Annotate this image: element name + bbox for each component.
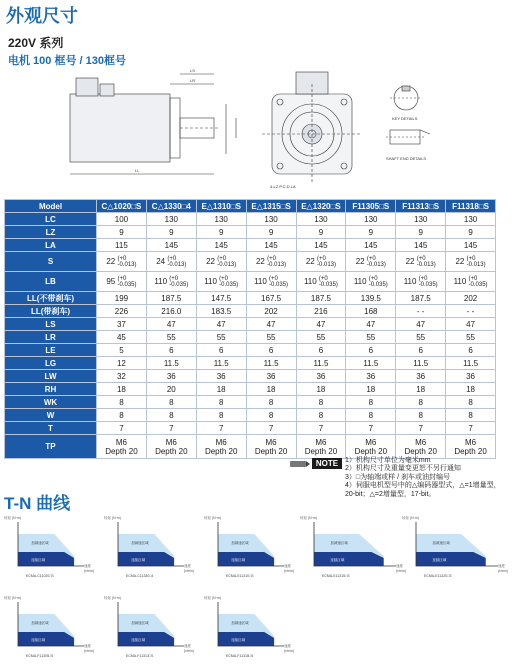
tolerance: (+0 -0.035): [468, 275, 488, 288]
table-cell: M6 Depth 20: [196, 435, 246, 459]
table-header-model: Model: [5, 200, 97, 213]
tolerance: (+0 -0.035): [318, 275, 338, 288]
table-cell: 22 (+0 -0.013): [296, 252, 346, 272]
table-cell: 8: [97, 409, 147, 422]
table-cell: 47: [246, 318, 296, 331]
tn-curve-chart: [104, 516, 200, 584]
tolerance: (+0 -0.013): [316, 255, 336, 268]
table-cell: 9: [346, 226, 396, 239]
pcd-label: 4-LZ P.C.D.LA: [270, 184, 296, 189]
table-cell: 18: [246, 383, 296, 396]
curve-model-label: ECMA-E11310□S: [226, 574, 254, 578]
table-cell: 8: [446, 409, 496, 422]
note-badge: NOTE: [312, 458, 342, 469]
table-cell: 6: [446, 344, 496, 357]
table-cell: 100: [97, 213, 147, 226]
svg-text:LS: LS: [190, 68, 195, 73]
curve-ylabel: 转矩 (N·m): [104, 516, 121, 520]
tolerance: (+0 -0.013): [466, 255, 486, 268]
row-label: LL(不带刹车): [5, 292, 97, 305]
curve-plot: [416, 522, 498, 566]
row-label: LR: [5, 331, 97, 344]
table-cell: 55: [446, 331, 496, 344]
curve-ylabel: 转矩 (N·m): [300, 516, 317, 520]
table-cell: 8: [396, 396, 446, 409]
table-row: [5, 422, 496, 435]
table-cell: M6 Depth 20: [346, 435, 396, 459]
table-cell: 55: [246, 331, 296, 344]
table-cell: M6 Depth 20: [97, 435, 147, 459]
curve-model-label: ECMA-E11320□S: [424, 574, 452, 578]
table-cell: 110 (+0 -0.035): [346, 272, 396, 292]
table-cell: M6 Depth 20: [446, 435, 496, 459]
row-label: LZ: [5, 226, 97, 239]
curve-model-label: ECMA-F11318□S: [226, 654, 254, 658]
row-label: TP: [5, 435, 97, 459]
tn-curve-chart: [300, 516, 412, 584]
peak-zone-label: 加减速区域: [31, 541, 49, 545]
table-cell: 145: [146, 239, 196, 252]
table-cell: 7: [196, 422, 246, 435]
row-label: LW: [5, 370, 97, 383]
table-cell: 6: [296, 344, 346, 357]
table-cell: 199: [97, 292, 147, 305]
table-cell: 12: [97, 357, 147, 370]
table-cell: 55: [346, 331, 396, 344]
curve-plot: [218, 522, 284, 566]
table-cell: 8: [146, 409, 196, 422]
table-cell: 130: [396, 213, 446, 226]
tolerance: (+0 -0.035): [269, 275, 289, 288]
table-cell: 110 (+0 -0.035): [246, 272, 296, 292]
table-cell: 9: [396, 226, 446, 239]
curve-ylabel: 转矩 (N·m): [4, 516, 21, 520]
table-row: [5, 331, 496, 344]
curve-ylabel: 转矩 (N·m): [204, 596, 221, 600]
table-row: [5, 344, 496, 357]
table-cell: 24 (+0 -0.013): [146, 252, 196, 272]
tolerance: (+0 -0.035): [169, 275, 189, 288]
table-cell: 7: [146, 422, 196, 435]
table-cell: 216.0: [146, 305, 196, 318]
table-header-cell: F11313□S: [396, 200, 446, 213]
table-row: [5, 272, 496, 292]
table-cell: 47: [396, 318, 446, 331]
table-cell: 8: [296, 396, 346, 409]
table-cell: 110 (+0 -0.035): [446, 272, 496, 292]
note-list: [345, 457, 501, 499]
table-cell: 47: [196, 318, 246, 331]
tn-curve-title: T-N 曲线: [4, 494, 71, 513]
table-cell: 6: [196, 344, 246, 357]
table-cell: 183.5: [196, 305, 246, 318]
table-cell: 145: [446, 239, 496, 252]
table-cell: 32: [97, 370, 147, 383]
row-label: LS: [5, 318, 97, 331]
curve-xlabel: 速度 (r/min): [184, 564, 195, 573]
row-label: WK: [5, 396, 97, 409]
table-header-cell: C△1330□4: [146, 200, 196, 213]
frame-title: 电机 100 框号 / 130框号: [8, 55, 126, 67]
svg-text:SHAFT END DETAILS: SHAFT END DETAILS: [386, 156, 427, 161]
table-cell: 9: [446, 226, 496, 239]
curve-model-label: ECMA-F11313□S: [126, 654, 154, 658]
note-section: [288, 455, 501, 505]
curve-model-label: ECMA-E11315□S: [322, 574, 350, 578]
table-cell: 18: [97, 383, 147, 396]
table-cell: 55: [196, 331, 246, 344]
table-cell: 11.5: [246, 357, 296, 370]
curve-xlabel: 速度 (r/min): [84, 564, 95, 573]
tn-curve-chart: [104, 596, 200, 664]
peak-zone-label: 加减速区域: [31, 621, 49, 625]
svg-text:KEY DETAILS: KEY DETAILS: [392, 116, 418, 121]
tn-curve-chart: [204, 516, 300, 584]
curve-plot: [118, 602, 184, 646]
table-cell: 47: [296, 318, 346, 331]
table-cell: 8: [446, 396, 496, 409]
tn-curve-chart: [4, 516, 100, 584]
table-cell: 145: [346, 239, 396, 252]
continuous-zone-label: 连续区域: [432, 558, 447, 562]
table-cell: 8: [196, 409, 246, 422]
curve-plot: [18, 602, 84, 646]
curve-xlabel: 速度 (r/min): [396, 564, 407, 573]
row-label: LA: [5, 239, 97, 252]
table-cell: 187.5: [296, 292, 346, 305]
table-cell: 145: [396, 239, 446, 252]
continuous-zone-label: 连续区域: [131, 638, 146, 642]
tn-curve-chart: [402, 516, 514, 584]
table-cell: 18: [296, 383, 346, 396]
table-cell: 11.5: [346, 357, 396, 370]
table-cell: 168: [346, 305, 396, 318]
table-cell: 11.5: [396, 357, 446, 370]
table-cell: 9: [296, 226, 346, 239]
table-row: [5, 292, 496, 305]
peak-zone-label: 加减速区域: [131, 621, 149, 625]
curve-ylabel: 转矩 (N·m): [4, 596, 21, 600]
table-cell: 202: [246, 305, 296, 318]
spec-table: [4, 199, 496, 459]
table-cell: 36: [446, 370, 496, 383]
table-cell: 9: [196, 226, 246, 239]
table-cell: 18: [196, 383, 246, 396]
svg-text:LL: LL: [135, 168, 140, 173]
continuous-zone: [118, 552, 174, 566]
table-cell: 9: [97, 226, 147, 239]
table-cell: 22 (+0 -0.013): [246, 252, 296, 272]
table-cell: 8: [196, 396, 246, 409]
row-label: W: [5, 409, 97, 422]
table-cell: 22 (+0 -0.013): [196, 252, 246, 272]
continuous-zone: [118, 632, 174, 646]
continuous-zone-label: 连续区域: [231, 638, 246, 642]
table-cell: - -: [446, 305, 496, 318]
table-cell: 20: [146, 383, 196, 396]
row-label: LC: [5, 213, 97, 226]
table-cell: 7: [346, 422, 396, 435]
peak-zone-label: 加减速区域: [131, 541, 149, 545]
continuous-zone: [218, 632, 274, 646]
table-cell: M6 Depth 20: [246, 435, 296, 459]
page-heading: 外观尺寸: [6, 6, 78, 26]
table-cell: 8: [296, 409, 346, 422]
continuous-zone-label: 连续区域: [131, 558, 146, 562]
table-cell: M6 Depth 20: [146, 435, 196, 459]
table-cell: 147.5: [196, 292, 246, 305]
tolerance: (+0 -0.013): [117, 255, 137, 268]
table-header-cell: F11318□S: [446, 200, 496, 213]
table-cell: 55: [146, 331, 196, 344]
table-cell: M6 Depth 20: [296, 435, 346, 459]
peak-zone-label: 加减速区域: [231, 541, 249, 545]
table-cell: 130: [446, 213, 496, 226]
svg-text:LR: LR: [190, 78, 196, 83]
table-cell: 187.5: [396, 292, 446, 305]
table-cell: 6: [246, 344, 296, 357]
table-cell: M6 Depth 20: [396, 435, 446, 459]
tn-curve-chart: [4, 596, 100, 664]
curve-xlabel: 速度 (r/min): [184, 644, 195, 653]
peak-zone-label: 加减速区域: [231, 621, 249, 625]
table-cell: 167.5: [246, 292, 296, 305]
note-line: 4）伺服电机型号中的△编码器型式，△=1增量型，: [345, 482, 501, 490]
table-cell: 6: [396, 344, 446, 357]
table-header-cell: E△1320□S: [296, 200, 346, 213]
table-cell: 8: [146, 396, 196, 409]
table-cell: 145: [196, 239, 246, 252]
table-cell: 47: [146, 318, 196, 331]
table-cell: 130: [246, 213, 296, 226]
curve-xlabel: 速度 (r/min): [284, 644, 295, 653]
dimension-drawings: [0, 64, 500, 194]
table-cell: 8: [346, 409, 396, 422]
curve-ylabel: 转矩 (N·m): [204, 516, 221, 520]
table-cell: 110 (+0 -0.035): [396, 272, 446, 292]
table-cell: 130: [346, 213, 396, 226]
table-cell: 8: [396, 409, 446, 422]
table-cell: 130: [146, 213, 196, 226]
table-cell: 5: [97, 344, 147, 357]
curve-ylabel: 转矩 (N·m): [104, 596, 121, 600]
note-line: 1）机构尺寸单位为毫米mm: [345, 457, 431, 464]
continuous-zone: [18, 632, 74, 646]
shaft-end-drawing: [386, 130, 430, 144]
continuous-zone-label: 连续区域: [330, 558, 345, 562]
table-cell: 110 (+0 -0.035): [146, 272, 196, 292]
table-cell: 36: [346, 370, 396, 383]
curve-xlabel: 速度 (r/min): [84, 644, 95, 653]
table-cell: 36: [196, 370, 246, 383]
table-cell: 139.5: [346, 292, 396, 305]
table-cell: 47: [446, 318, 496, 331]
continuous-zone: [314, 552, 384, 566]
table-cell: 7: [296, 422, 346, 435]
table-cell: 36: [296, 370, 346, 383]
table-cell: 8: [346, 396, 396, 409]
tolerance: (+0 -0.013): [416, 255, 436, 268]
table-cell: 130: [196, 213, 246, 226]
table-cell: 216: [296, 305, 346, 318]
curve-model-label: ECMA-C11020□S: [26, 574, 54, 578]
tolerance: (+0 -0.013): [167, 255, 187, 268]
table-cell: 145: [296, 239, 346, 252]
table-row: [5, 226, 496, 239]
table-header-cell: F11305□S: [346, 200, 396, 213]
curve-model-label: ECMA-F11305□S: [26, 654, 54, 658]
table-cell: 11.5: [446, 357, 496, 370]
table-cell: 8: [246, 409, 296, 422]
table-cell: 11.5: [196, 357, 246, 370]
row-label: T: [5, 422, 97, 435]
table-row: [5, 252, 496, 272]
curve-model-label: ECMA-C11330□4: [126, 574, 154, 578]
table-cell: 22 (+0 -0.013): [446, 252, 496, 272]
table-cell: 22 (+0 -0.013): [346, 252, 396, 272]
table-cell: 45: [97, 331, 147, 344]
table-cell: 7: [396, 422, 446, 435]
curve-ylabel: 转矩 (N·m): [402, 516, 419, 520]
table-cell: 8: [97, 396, 147, 409]
table-cell: 110 (+0 -0.035): [296, 272, 346, 292]
row-label: LE: [5, 344, 97, 357]
curve-plot: [18, 522, 84, 566]
motor-front-view: [262, 72, 362, 184]
table-cell: 226: [97, 305, 147, 318]
table-header-cell: E△1315□S: [246, 200, 296, 213]
peak-zone-label: 加减速区域: [330, 541, 348, 545]
table-row: [5, 396, 496, 409]
curve-plot: [218, 602, 284, 646]
curve-xlabel: 速度 (r/min): [284, 564, 295, 573]
continuous-zone-label: 连续区域: [231, 558, 246, 562]
table-cell: 11.5: [296, 357, 346, 370]
table-cell: 110 (+0 -0.035): [196, 272, 246, 292]
row-label: LL(带刹车): [5, 305, 97, 318]
table-cell: 130: [296, 213, 346, 226]
curve-plot: [118, 522, 184, 566]
table-cell: 9: [146, 226, 196, 239]
note-line: 2）机构尺寸及重量变更恕不另行通知: [345, 465, 461, 473]
table-cell: 202: [446, 292, 496, 305]
key-details-drawing: [390, 86, 422, 110]
continuous-zone-label: 连续区域: [31, 638, 46, 642]
table-cell: 9: [246, 226, 296, 239]
table-cell: 22 (+0 -0.013): [97, 252, 147, 272]
table-cell: 18: [396, 383, 446, 396]
table-header-cell: C△1020□S: [97, 200, 147, 213]
table-cell: 18: [346, 383, 396, 396]
tolerance: (+0 -0.035): [368, 275, 388, 288]
peak-zone-label: 加减速区域: [432, 541, 450, 545]
table-cell: 36: [246, 370, 296, 383]
table-cell: 6: [346, 344, 396, 357]
table-cell: 8: [246, 396, 296, 409]
table-cell: 55: [396, 331, 446, 344]
tolerance: (+0 -0.013): [267, 255, 287, 268]
table-cell: 36: [146, 370, 196, 383]
continuous-zone: [416, 552, 486, 566]
motor-side-view: [70, 74, 236, 174]
table-cell: 7: [246, 422, 296, 435]
curve-plot: [314, 522, 396, 566]
table-row: [5, 239, 496, 252]
table-row: [5, 213, 496, 226]
tolerance: (+0 -0.013): [366, 255, 386, 268]
table-cell: 187.5: [146, 292, 196, 305]
table-cell: 47: [346, 318, 396, 331]
table-cell: 7: [446, 422, 496, 435]
table-row: [5, 357, 496, 370]
tolerance: (+0 -0.013): [217, 255, 237, 268]
pen-icon: [288, 457, 310, 471]
table-cell: 7: [97, 422, 147, 435]
table-cell: 11.5: [146, 357, 196, 370]
table-row: [5, 383, 496, 396]
series-title: 220V 系列: [8, 36, 64, 50]
continuous-zone-label: 连续区域: [31, 558, 46, 562]
note-line: 3）□为轴端或样 / 刹车或油封编号: [345, 473, 450, 481]
table-row: [5, 370, 496, 383]
table-cell: 145: [246, 239, 296, 252]
tolerance: (+0 -0.035): [418, 275, 438, 288]
row-label: S: [5, 252, 97, 272]
table-cell: 18: [446, 383, 496, 396]
row-label: LG: [5, 357, 97, 370]
tn-curve-chart: [204, 596, 300, 664]
table-cell: - -: [396, 305, 446, 318]
table-cell: 55: [296, 331, 346, 344]
row-label: RH: [5, 383, 97, 396]
continuous-zone: [218, 552, 274, 566]
note-line: 20-bit；△=2增量型，17-bit。: [345, 490, 436, 498]
table-cell: 37: [97, 318, 147, 331]
table-cell: 22 (+0 -0.013): [396, 252, 446, 272]
table-cell: 6: [146, 344, 196, 357]
row-label: LB: [5, 272, 97, 292]
table-cell: 115: [97, 239, 147, 252]
table-row: [5, 305, 496, 318]
table-cell: 95 (+0 -0.035): [97, 272, 147, 292]
table-cell: 36: [396, 370, 446, 383]
table-row: [5, 318, 496, 331]
table-row: [5, 409, 496, 422]
curve-xlabel: 速度 (r/min): [498, 564, 509, 573]
tolerance: (+0 -0.035): [219, 275, 239, 288]
tolerance: (+0 -0.035): [117, 275, 137, 288]
continuous-zone: [18, 552, 74, 566]
table-header-cell: E△1310□S: [196, 200, 246, 213]
